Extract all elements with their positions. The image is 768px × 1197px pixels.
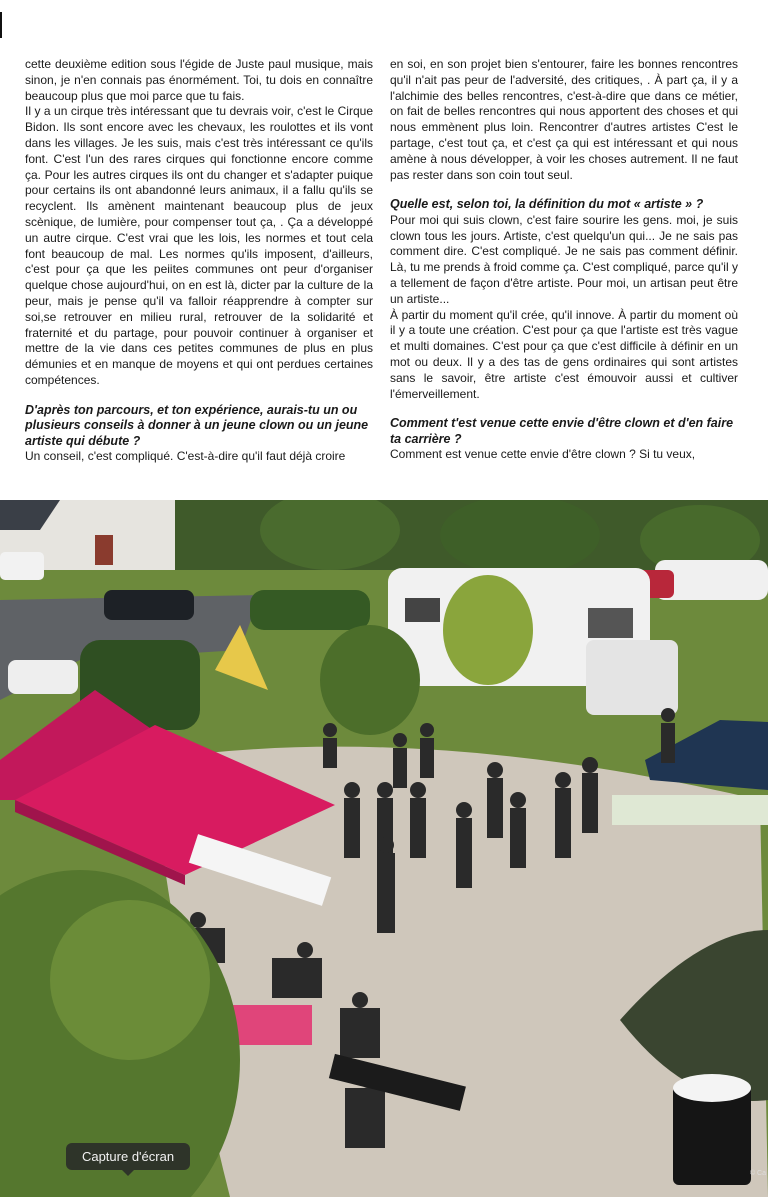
screenshot-toast[interactable]: Capture d'écran <box>66 1143 190 1170</box>
camper-trailer <box>586 640 678 715</box>
shrub <box>320 625 420 735</box>
camper-windshield <box>588 608 633 638</box>
canopy-table <box>612 795 768 825</box>
article-columns <box>25 57 741 477</box>
right-answer-1a: Pour moi qui suis clown, c'est faire sourire les gens. moi, je suis clown tous les jours. Artiste, c'est quelqu'un qui... Je ne sais pas comment dire. C'est compliqué. Je ne sais pas comment définir. Là, tu me prends à froid comme ça. C'est compliqué, parce qu'il y a tellement de façon d'être artiste. Pour moi, un artisan peut être un artiste... <box>390 212 738 306</box>
event-photo <box>0 500 768 1197</box>
left-paragraph-2: Il y a un cirque très intéressant que tu devrais voir, c'est le Cirque Bidon. Ils sont encore avec les chevaux, les roulottes et ils vont dans les villages. Je les suis, mais c'est très intéressant ce qu'ils font. C'est l'un des rares cirques qui fonctionne encore comme ça. Pour les autres cirques ils ont du changer et s'adapter puique pour certains ils ont abandonné leurs animaux, il a fallu qu'ils se recyclent. Ils amènent maintenant beaucoup plus de jeux scènique, de lumière, pour compenser tout ça, . Ça a développé un autre cirque. C'est vrai que les lois, les normes et tout cela font beaucoup de mal. Les normes qu'ils imposent, d'ailleurs, c'est pour ça que les peiites communes ont peur d'organiser quelque chose aujourd'hui, on en est là, dicter par la culture de la peur, mais je pense qu'il va falloir réapprendre à compter sur soi,se retrouver en milieu rural, retrouver de la solidarité et fraternité et du partage, pour pouvoir continuer à organiser et mettre de la vie dans ces petites communes de plus en plus démunies et en manque de moyens et qui ont perdues certaines compétences. <box>25 104 373 387</box>
left-question: D'après ton parcours, et ton expérience, aurais-tu un ou plusieurs conseils à donner à un jeune clown ou un jeune artiste qui débute ? <box>25 402 369 448</box>
black-car <box>104 590 194 620</box>
left-answer: Un conseil, c'est compliqué. C'est-à-dire qu'il faut déjà croire <box>25 449 346 464</box>
house-door <box>95 535 113 565</box>
foreground-tree-highlight <box>50 900 210 1060</box>
text-cursor-mark <box>0 12 2 38</box>
left-column <box>25 57 373 465</box>
white-car <box>8 660 78 694</box>
event-photo-illustration <box>0 500 768 1197</box>
right-answer-2: Comment est venue cette envie d'être clown ? Si tu veux, <box>390 447 696 462</box>
right-column <box>390 57 738 463</box>
right-answer-1b: À partir du moment qu'il crée, qu'il innove. À partir du moment où il y a toute une création. C'est pour ça que l'artiste est très vague et multi domaines. C'est pour ça que c'est difficile à définir en un mot ou deux. Il y a des tas de gens ordinaires qui sont artistes sans le savoir, être artiste c'est émouvoir aussi et cultiver l'émerveillement. <box>390 307 738 401</box>
camper-window <box>405 598 440 622</box>
screenshot-toast-tail <box>122 1170 134 1176</box>
small-tree <box>443 575 533 685</box>
photo-credit: © Ca <box>749 1170 766 1177</box>
right-question-1: Quelle est, selon toi, la définition du mot « artiste » ? <box>390 197 704 212</box>
hedge <box>250 590 370 630</box>
right-question-2: Comment t'est venue cette envie d'être clown et d'en faire ta carrière ? <box>390 416 734 446</box>
left-paragraph-1: cette deuxième edition sous l'égide de Juste paul musique, mais sinon, je n'en connais pas énormément. Toi, tu dois en connaître beaucoup plus que moi parce que tu fais. <box>25 57 373 103</box>
barrel-lid <box>673 1074 751 1102</box>
right-paragraph-1: en soi, en son projet bien s'entourer, faire les bonnes rencontres qu'il n'ait pas peur de l'adversité, des critiques, . À part ça, il y a l'alchimie des belles rencontres, c'est-à-dire que dans ce métier, on fait de belles rencontres qui nous apportent des choses et qui nous emmènent plus loin. Rencontrer d'autres artistes C'est le partage, c'est tout ça, et c'est ça qui est intéressant et qui nous amène à nous développer, à voir les choses autrement. Il ne faut pas rester dans son coin tout seul. <box>390 57 738 182</box>
pink-table <box>232 1005 312 1045</box>
white-van <box>0 552 44 580</box>
